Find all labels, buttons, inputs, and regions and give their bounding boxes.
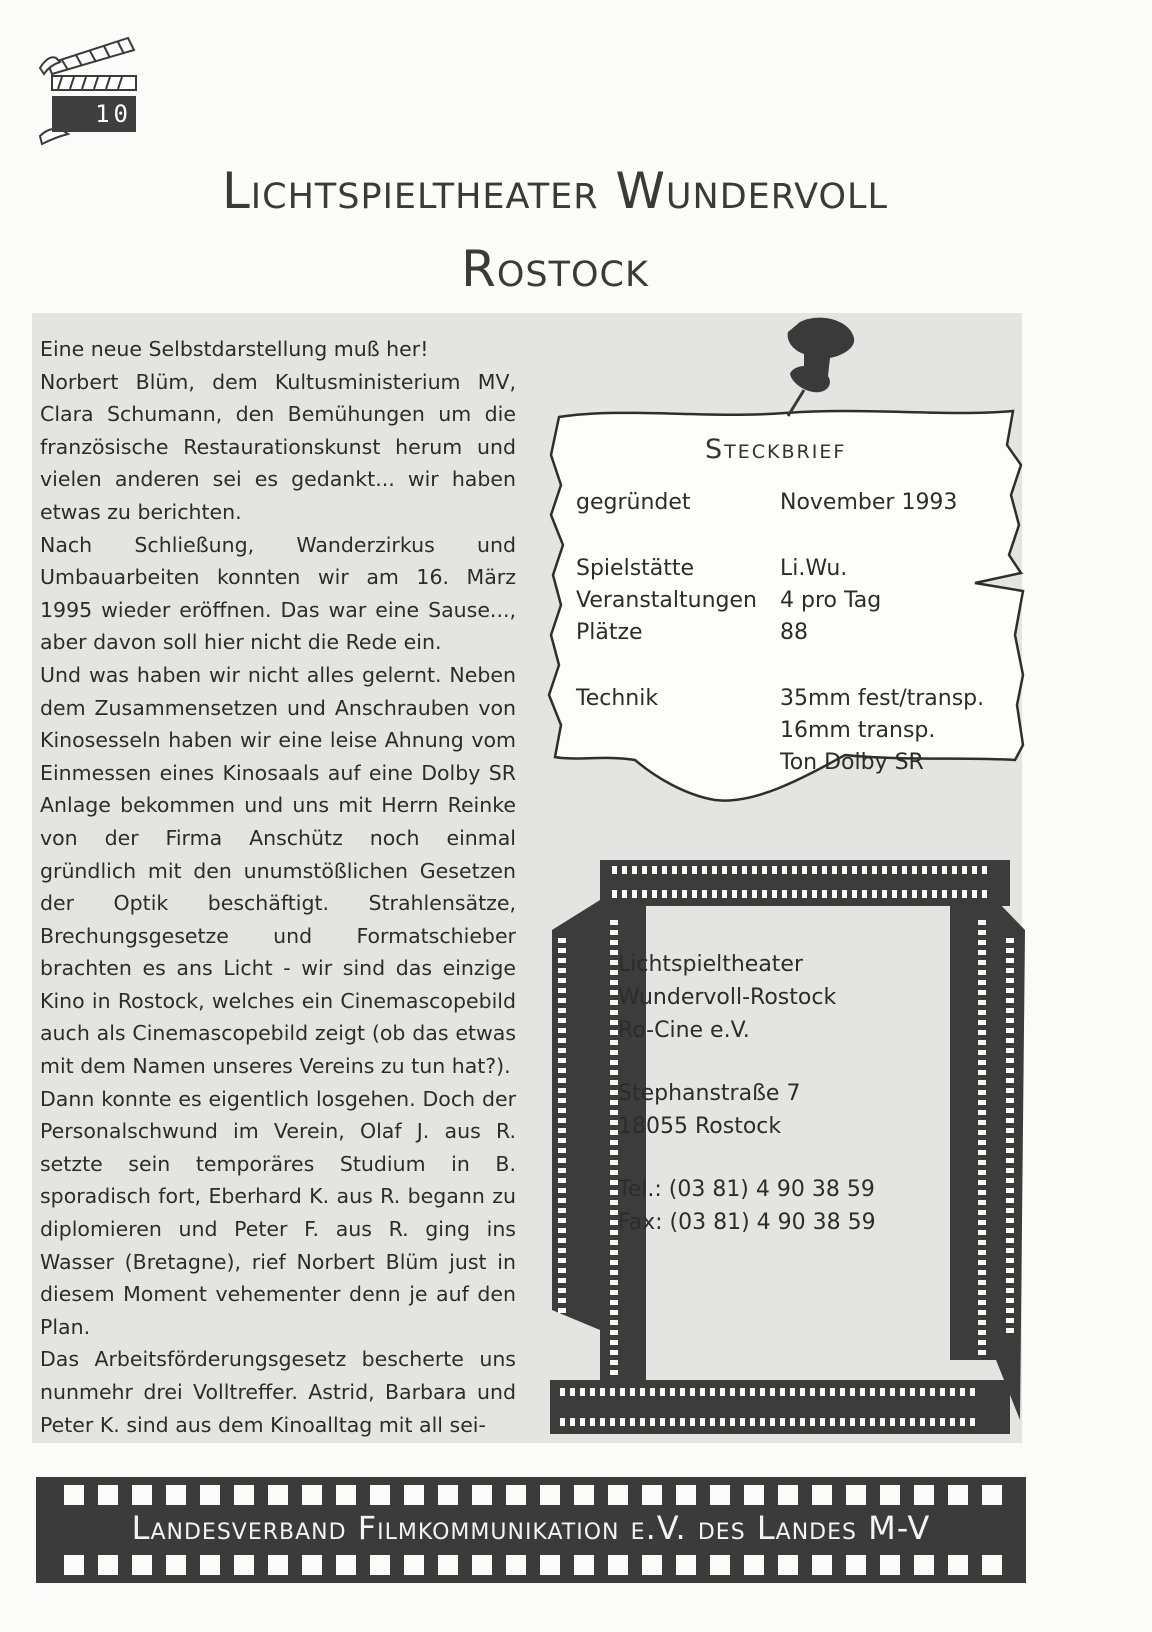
row-label: Plätze xyxy=(576,620,643,645)
address-line: Wundervoll-Rostock xyxy=(618,985,837,1010)
steckbrief-heading: Steckbrief xyxy=(705,434,847,465)
article-body xyxy=(40,333,516,1441)
row-value: 88 xyxy=(780,620,808,645)
row-value: 16mm transp. xyxy=(780,718,936,743)
film-perforation xyxy=(64,1555,1002,1575)
footer-banner xyxy=(36,1477,1026,1583)
paragraph: Dann konnte es eigentlich losgehen. Doch der Personalschwund im Verein, Olaf J. aus R. setzte sein temporäres Studium in B. sporadisch fort, Eberhard K. aus R. begann zu diplomieren und Peter F. aus R. ging ins Wasser (Bretagne), rief Norbert Blüm just in diesem Moment vehementer denn je auf den Plan. xyxy=(40,1086,516,1339)
row-label: Spielstätte xyxy=(576,556,695,581)
pushpin-icon xyxy=(770,312,860,422)
row-value: 35mm fest/transp. xyxy=(780,686,985,711)
paragraph: Eine neue Selbstdarstellung muß her! xyxy=(40,337,429,361)
row-value: Li.Wu. xyxy=(780,556,848,581)
fax-number: Fax: (03 81) 4 90 38 59 xyxy=(618,1210,876,1235)
film-perforation xyxy=(64,1485,1002,1505)
address-street: Stephanstraße 7 xyxy=(618,1081,801,1106)
row-value: November 1993 xyxy=(780,490,958,515)
page-title-line1: Lichtspieltheater Wundervoll xyxy=(221,162,889,220)
row-value: Ton Dolby SR xyxy=(780,750,924,775)
row-value: 4 pro Tag xyxy=(780,588,882,613)
row-label: Veranstaltungen xyxy=(576,588,757,613)
address-line: Ro-Cine e.V. xyxy=(618,1018,750,1043)
paragraph: Norbert Blüm, dem Kultusministerium MV, Clara Schumann, den Bemühungen um die französische Restaurationskunst herum und vielen anderen sei es gedankt... wir haben etwas zu berichten. xyxy=(40,369,516,524)
paragraph: Nach Schließung, Wanderzirkus und Umbauarbeiten konnten wir am 16. März 1995 wieder eröffnen. Das war eine Sause..., aber davon soll hier nicht die Rede ein. xyxy=(40,532,516,655)
footer-text: Landesverband Filmkommunikation e.V. des Landes M-V xyxy=(131,1509,931,1547)
row-label: Technik xyxy=(576,686,659,711)
paragraph: Das Arbeitsförderungsgesetz bescherte uns nunmehr drei Volltreffer. Astrid, Barbara und Peter K. sind aus dem Kinoalltag mit all sei- xyxy=(40,1347,516,1437)
address-city: 18055 Rostock xyxy=(618,1114,782,1139)
page-badge xyxy=(38,28,148,148)
paragraph: Und was haben wir nicht alles gelernt. Neben dem Zusammensetzen und Anschrauben von Kinosesseln haben wir eine leise Ahnung vom Einmessen eines Kinosaals auf eine Dolby SR Anlage bekommen und uns mit Herrn Reinke von der Firma Anschütz noch einmal gründlich mit den unumstößlichen Gesetzen der Optik beschäftigt. Strahlensätze, Brechungsgesetze und Formatschieber brachten es ans Licht - wir sind das einzige Kino in Rostock, welches ein Cinemascopebild auch als Cinemascopebild zeigt (ob das etwas mit dem Namen unseres Vereins zu tun hat?). xyxy=(40,662,516,1079)
page-title-line2: Rostock xyxy=(461,240,649,298)
address-block xyxy=(618,948,876,1239)
phone-number: Tel.: (03 81) 4 90 38 59 xyxy=(618,1177,875,1202)
page-number: 10 xyxy=(52,96,136,132)
address-line: Lichtspieltheater xyxy=(618,952,804,977)
row-label: gegründet xyxy=(576,490,691,515)
